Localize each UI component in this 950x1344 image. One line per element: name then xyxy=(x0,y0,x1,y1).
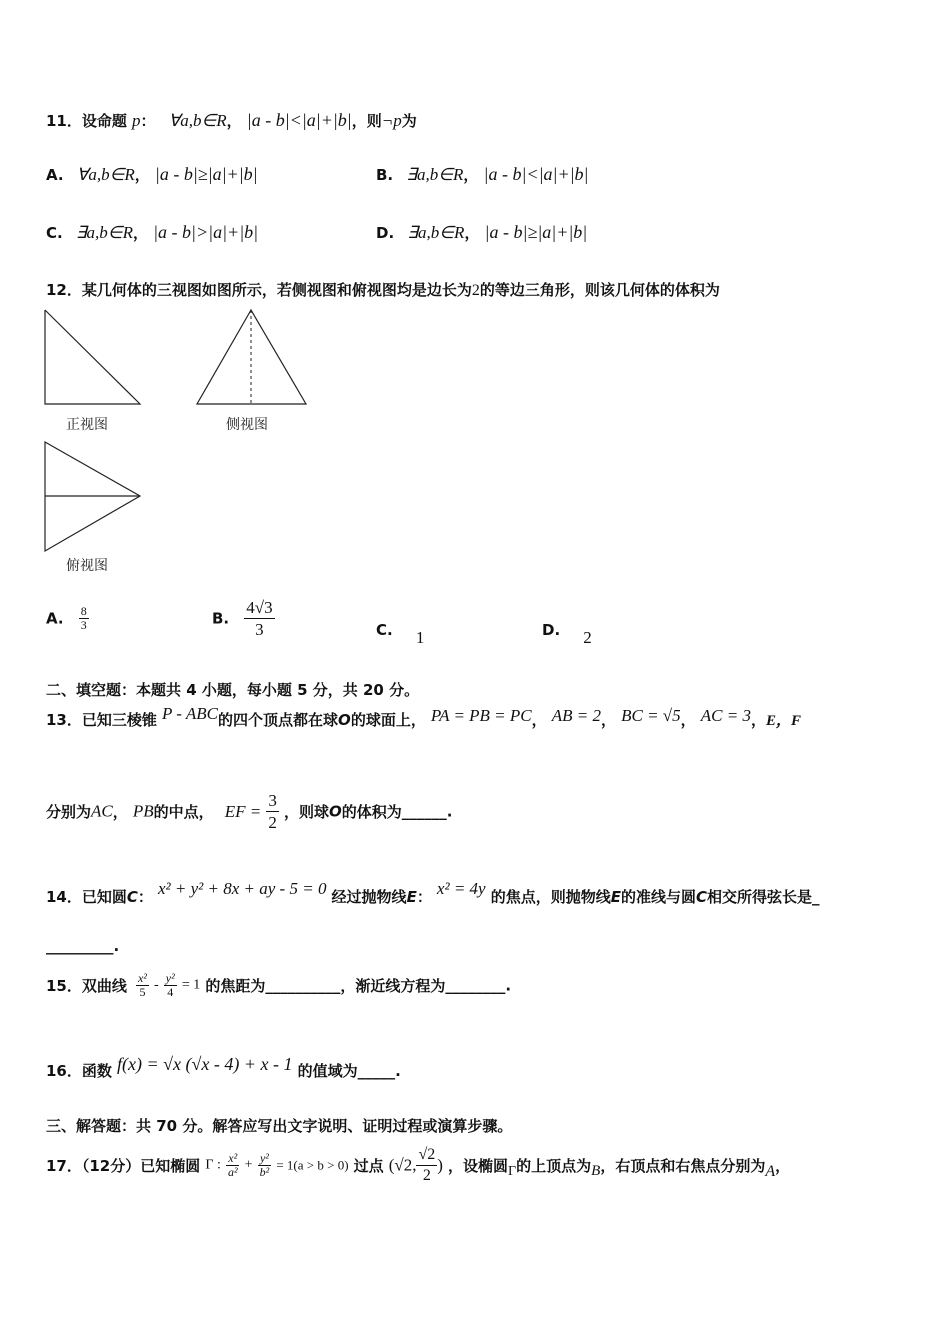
q17-line: 17．（12分）已知椭圆 Γ : $\frac{\text{x²}}{\text{a²}}$ + $\frac{\text{y²}}{\text{b²}}$ = 1(a > b > 0) 过点 (√2, $\frac{√2}{2}$ ) ，设椭圆Γ的上顶点为B，右顶点和右焦点分别为A， xyxy=(46,1146,791,1184)
q12-option-a[interactable]: A. $\frac{8}{3}$ xyxy=(46,604,87,632)
q15-asymptote-blank[interactable]: ________ xyxy=(445,976,506,995)
q12-stem: 12．某几何体的三视图如图所示，若侧视图和俯视图均是边长为2的等边三角形，则该几何体的体积为 xyxy=(46,281,720,299)
q16-answer-blank[interactable]: _____ xyxy=(357,1062,396,1080)
q14-answer-blank[interactable]: _________ xyxy=(46,937,114,955)
q13-line-2: 分别为AC， PB的中点， EF = $\frac{3}{2}$ ，则球O的体积为______. xyxy=(46,791,453,832)
q13-answer-blank[interactable]: ______ xyxy=(401,802,447,821)
q11-stem: 11．设命题 p： ∀a,b∈R， |a - b|<|a|+|b|，则¬p为 xyxy=(46,110,417,130)
q14-line-2: _________. xyxy=(46,937,120,955)
top-view-caption: 俯视图 xyxy=(66,558,108,574)
front-view-figure xyxy=(44,308,144,408)
q15-line: 15．双曲线 $\frac{\text{x²}}{5}$ - $\frac{\text{y²}}{4}$ = 1 的焦距为__________，渐近线方程为________. xyxy=(46,971,512,999)
side-view-caption: 侧视图 xyxy=(226,417,268,433)
q15-focal-blank[interactable]: __________ xyxy=(265,976,341,995)
q11-number: 11． xyxy=(46,112,82,130)
front-view-caption: 正视图 xyxy=(66,417,108,433)
q11-option-b[interactable]: B. ∃a,b∈R， |a - b|<|a|+|b| xyxy=(376,164,589,184)
q14-line-1: 14．已知圆C： x² + y² + 8x + ay - 5 = 0 经过抛物线E： x² = 4y 的焦点，则抛物线E的准线与圆C相交所得弦长是_ xyxy=(46,879,820,906)
q12-option-c[interactable]: C. 1 xyxy=(376,621,425,647)
q13-line-1: 13．已知三棱锥 P - ABC的四个顶点都在球O的球面上， PA = PB = PC， AB = 2， BC = √5， AC = 3，E，F xyxy=(46,704,801,729)
q12-option-d[interactable]: D. 2 xyxy=(542,621,592,647)
top-view-figure xyxy=(44,441,144,553)
q11-option-a[interactable]: A. ∀a,b∈R， |a - b|≥|a|+|b| xyxy=(46,164,258,184)
section-3-heading: 三、解答题：共 70 分。解答应写出文字说明、证明过程或演算步骤。 xyxy=(46,1117,513,1135)
q11-option-c[interactable]: C. ∃a,b∈R， |a - b|>|a|+|b| xyxy=(46,222,259,242)
q16-line: 16．函数 f(x) = √x (√x - 4) + x - 1 的值域为_____. xyxy=(46,1054,401,1080)
section-2-heading: 二、填空题：本题共 4 小题，每小题 5 分，共 20 分。 xyxy=(46,681,420,699)
q11-option-d[interactable]: D. ∃a,b∈R， |a - b|≥|a|+|b| xyxy=(376,222,588,242)
q12-option-b[interactable]: B. $\frac{4√3}{3}$ xyxy=(212,598,273,639)
side-view-figure xyxy=(196,308,308,408)
q11-condition: |a - b|<|a|+|b| xyxy=(246,110,352,130)
